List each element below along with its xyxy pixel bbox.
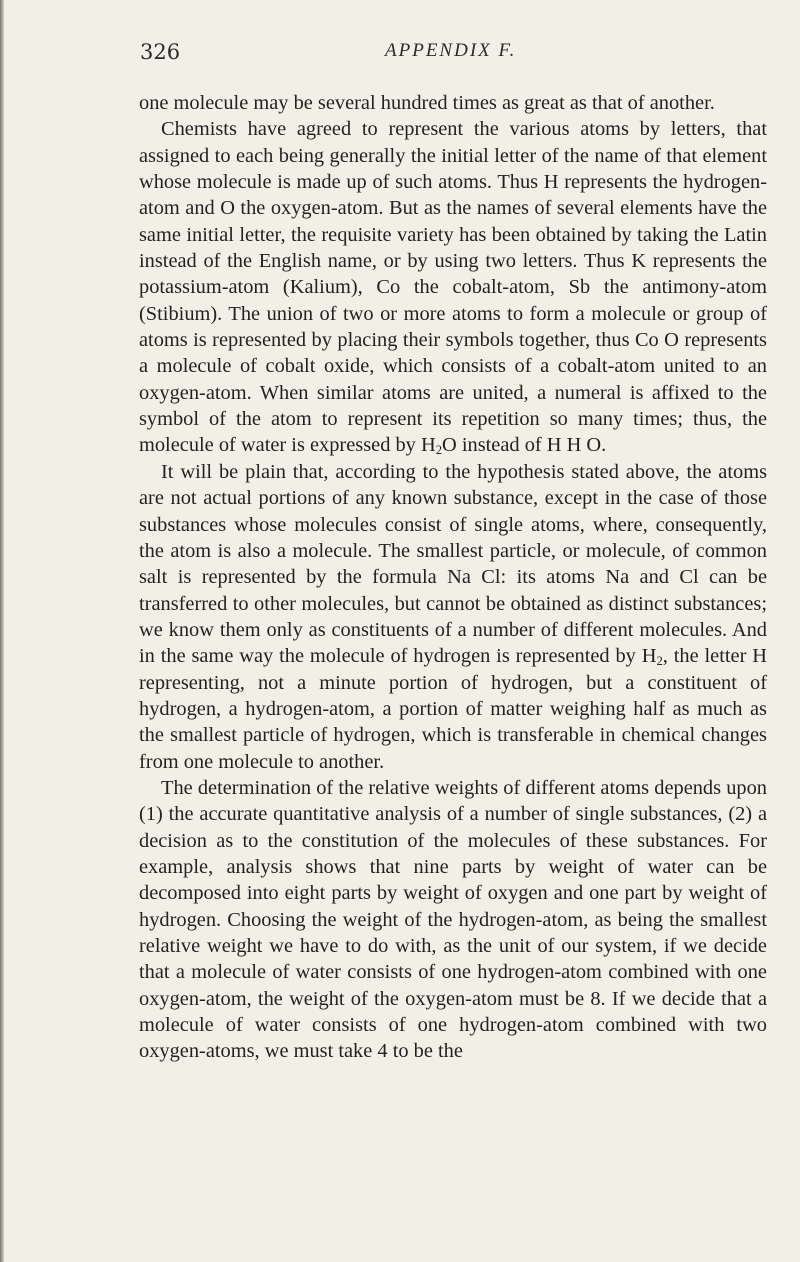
body-text — [139, 90, 767, 1065]
paragraph: It will be plain that, according to the hypothesis stated above, the atoms are not actual portions of any known substance, except in the case of those substances whose molecules consist of single atoms, where, consequently, the atom is also a molecule. The smallest particle, or molecule, of common salt is represented by the formula Na Cl: its atoms Na and Cl can be transferred to other molecules, but cannot be obtained as distinct substances; we know them only as constituents of a number of different molecules. And in the same way the molecule of hydrogen is represented by $H_2$, the letter H representing, not a minute portion of hydrogen, but a constituent of hydrogen, a hydrogen-atom, a portion of matter weighing half as much as the smallest particle of hydrogen, which is transferable in chemical changes from one molecule to another. — [139, 460, 767, 773]
subscript: 2 — [656, 654, 663, 669]
paragraph: one molecule may be several hundred times as great as that of another. — [139, 92, 715, 114]
page-header — [0, 26, 800, 66]
paragraph: The determination of the relative weights of different atoms depends upon (1) the accurate quantitative analysis of a number of single substances, (2) a decision as to the constitution of the molecules of these substances. For example, analysis shows that nine parts by weight of water can be decomposed into eight parts by weight of oxygen and one part by weight of hydrogen. Choosing the weight of the hydrogen-atom, as being the smallest relative weight we have to do with, as the unit of our system, if we decide that a molecule of water consists of one hydrogen-atom combined with one oxygen-atom, the weight of the oxygen-atom must be 8. If we decide that a molecule of water consists of one hydrogen-atom combined with two oxygen-atoms, we must take 4 to be the — [139, 776, 767, 1063]
running-head: APPENDIX F. — [385, 40, 517, 61]
subscript: 2 — [435, 443, 443, 458]
page-number: 326 — [140, 40, 181, 64]
paragraph: Chemists have agreed to represent the various atoms by letters, that assigned to each being generally the initial letter of the name of that element whose molecule is made up of such atoms. Thus H represents the hydrogen-atom and O the oxygen-atom. But as the names of several elements have the same initial letter, the requisite variety has been obtained by taking the Latin instead of the English name, or by using two letters. Thus K represents the potassium-atom (Kalium), Co the cobalt-atom, Sb the antimony-atom (Stibium). The union of two or more atoms to form a molecule or group of atoms is represented by placing their symbols together, thus Co O represents a molecule of cobalt oxide, which consists of a cobalt-atom united to an oxygen-atom. When similar atoms are united, a numeral is affixed to the symbol of the atom to represent its repetition so many times; thus, the molecule of water is expressed by $H_2O$ instead of H H O. — [139, 118, 767, 458]
page-left-edge-shadow — [0, 0, 4, 1262]
